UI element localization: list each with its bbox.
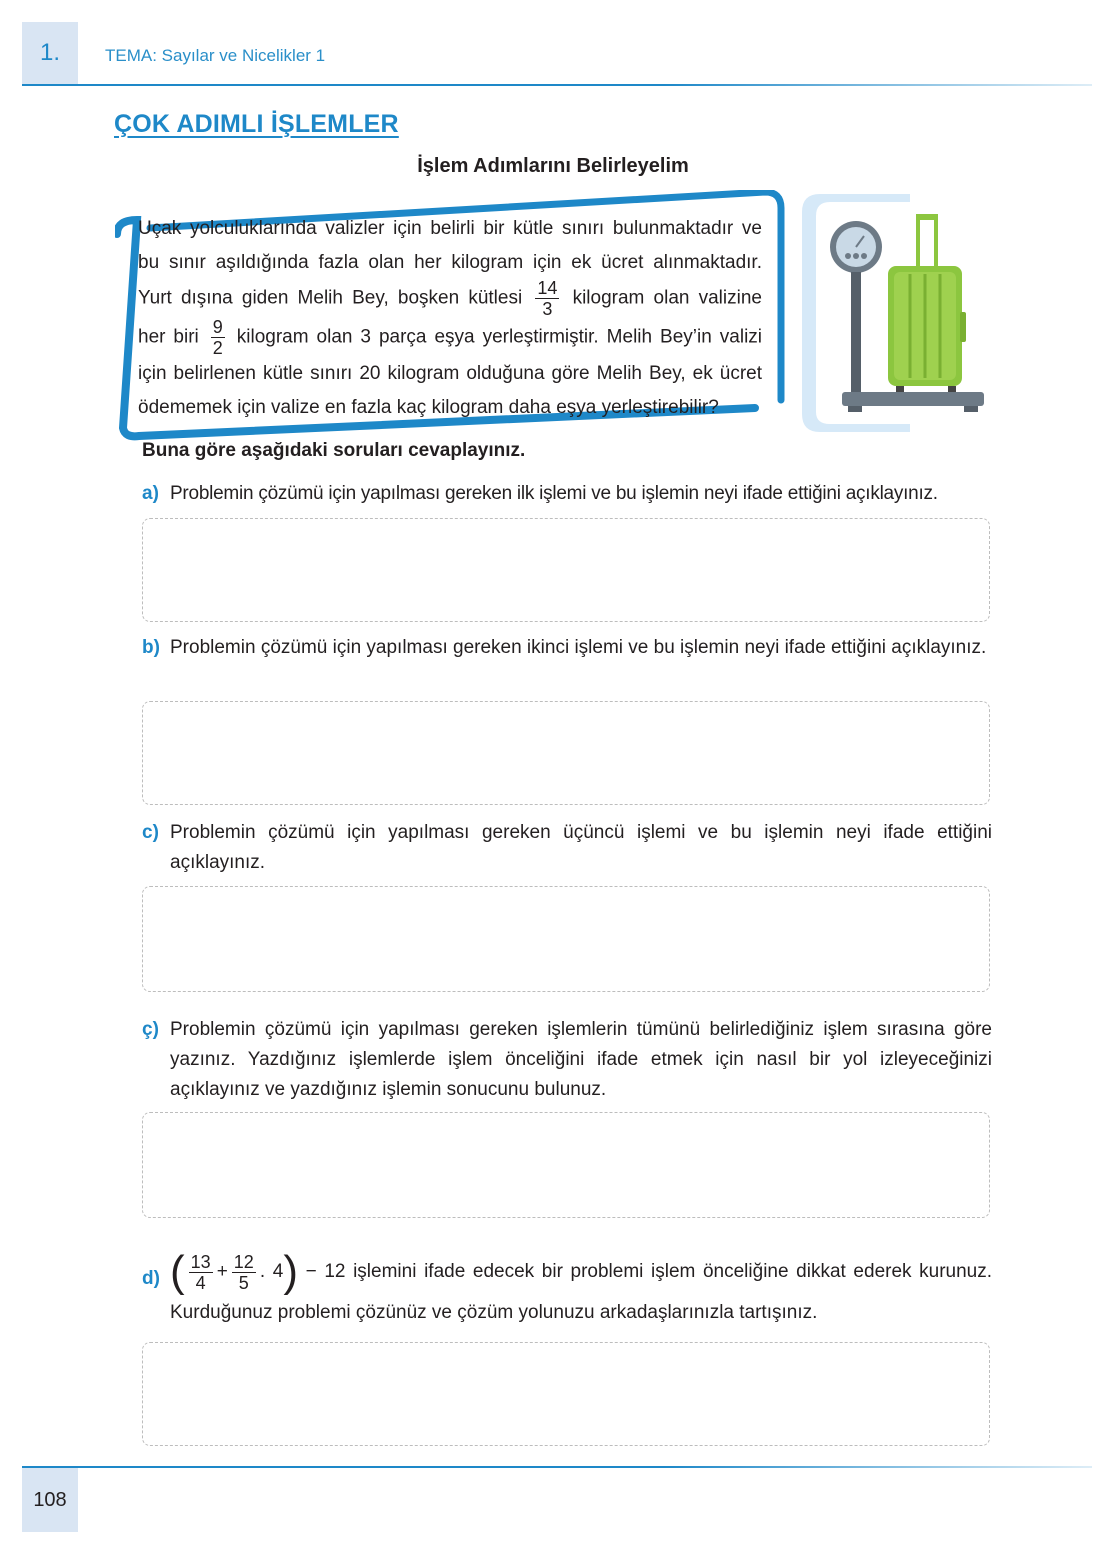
problem-text-fragment: Yurt dışına giden Melih Bey, boşken kütlesi [138,287,523,309]
problem-text-fragment: kilogram olan 3 parça eşya yerleştirmiştir. Melih Bey’in valizi [236,326,763,348]
question-letter: ç) [142,1019,159,1040]
fraction-numerator: 12 [233,1251,254,1272]
problem-text-fragment: her biri [138,326,199,348]
fraction-numerator: 13 [190,1251,211,1272]
problem-text [138,212,762,424]
close-parenthesis: ) [283,1247,298,1296]
theme-title: TEMA: Sayılar ve Nicelikler 1 [105,46,326,65]
plus-sign: + [216,1261,228,1283]
fraction-numerator: 9 [212,317,223,337]
problem-line-5: için belirlenen kütle sınırı 20 kilogram olduğuna göre Melih Bey, ek ücret [138,363,762,384]
answer-box-b[interactable] [142,701,990,805]
multiply-four: . 4 [259,1261,284,1283]
question-d-rest: − 12 işlemini ifade edecek bir problemi işlem önceliğine dikkat ederek kurunuz. Kurduğunuz problemi çözünüz ve çözüm yolunuzu arkadaşlarınızla tartışınız. [170,1261,993,1323]
fraction-denominator: 2 [212,338,223,358]
question-text [170,1247,993,1332]
problem-line-2: bu sınır aşıldığında fazla olan her kilogram için ek ücret alınmaktadır. [138,251,762,273]
open-parenthesis: ( [170,1247,185,1296]
instructions-heading: Buna göre aşağıdaki soruları cevaplayınız. [142,440,526,461]
footer-divider [22,1466,1092,1468]
question-d [142,1247,993,1332]
question-text: Problemin çözümü için yapılması gereken işlemlerin tümünü belirlediğiniz işlem sırasına göre yazınız. Yazdığınız işlemlerde işlem önceliğini ifade etmek için nasıl bir yol izleyeceğinizi açıklayınız ve yazdığınız işlemin sonucunu bulunuz. [170,1019,992,1100]
fraction-denominator: 5 [238,1272,249,1293]
fraction-denominator: 3 [542,299,553,319]
question-text: Problemin çözümü için yapılması gereken ilk işlemi ve bu işlemin neyi ifade ettiğini açıklayınız. [170,483,938,504]
question-letter: d) [142,1268,160,1289]
chapter-number: 1. [22,22,78,84]
section-title: ÇOK ADIMLI İŞLEMLER [114,110,399,138]
scale-suitcase-illustration [800,192,996,434]
fraction-numerator: 14 [537,278,558,298]
problem-line-3 [138,279,762,318]
question-c [142,818,992,878]
question-letter: a) [142,483,159,504]
question-letter: c) [142,822,159,843]
problem-line-1: Uçak yolculuklarında valizler için belirli bir kütle sınırı bulunmaktadır ve [138,218,762,239]
question-text: Problemin çözümü için yapılması gereken üçüncü işlemi ve bu işlemin neyi ifade ettiğini açıklayınız. [170,822,992,873]
fraction-12-5 [232,1253,256,1292]
question-b [142,633,992,663]
problem-line-4 [138,318,762,357]
fraction-denominator: 4 [195,1272,206,1293]
question-cc [142,1015,992,1105]
fraction-item-mass [211,318,225,357]
fraction-empty-mass [535,279,559,318]
problem-line-6: ödememek için valize en fazla kaç kilogram daha eşya yerleştirebilir? [138,396,719,418]
question-text: Problemin çözümü için yapılması gereken ikinci işlemi ve bu işlemin neyi ifade ettiğini açıklayınız. [170,637,987,658]
fraction-13-4 [189,1253,213,1292]
header-divider [22,84,1092,86]
answer-box-c[interactable] [142,886,990,992]
answer-box-d[interactable] [142,1342,990,1446]
answer-box-cc[interactable] [142,1112,990,1218]
answer-box-a[interactable] [142,518,990,622]
problem-text-fragment: kilogram olan valizine [572,287,762,309]
question-letter: b) [142,637,160,658]
page-number: 108 [22,1468,78,1532]
question-a [142,479,992,509]
subtitle: İşlem Adımlarını Belirleyelim [417,155,689,177]
